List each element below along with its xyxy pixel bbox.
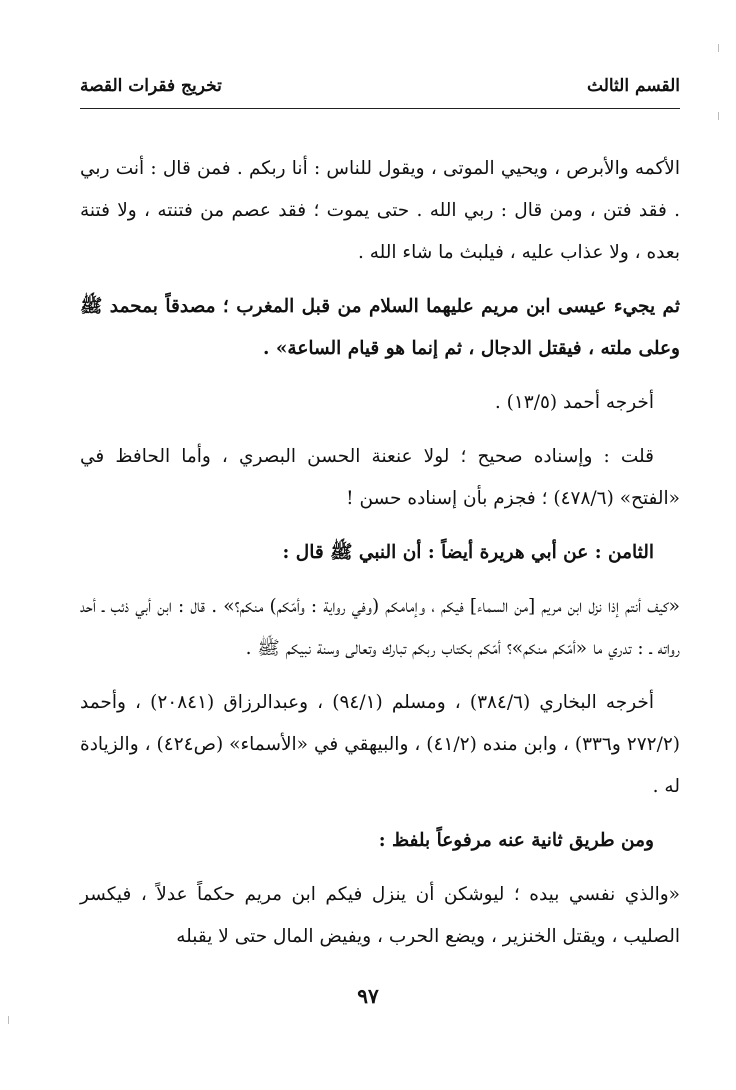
section-title: القسم الثالث: [587, 76, 680, 96]
paragraph-hadith-second: «والذي نفسي بيده ؛ ليوشكن أن ينزل فيكم ابن مريم حكماً عدلاً ، فيكسر الصليب ، ويقتل الخنزير ، ويضع الحرب ، ويفيض المال حتى لا يقبله: [80, 884, 680, 947]
scan-mark: [718, 44, 719, 52]
paragraph-hadith-quote: «كيف أنتم إذا نزل ابن مريم [من السماء] فيكم ، وإمامكم (وفي رواية : وأمّكم) منكم؟» . قال : ابن أبي ذئب ـ أحد رواته ـ : تدري ما «أمّكم منكم»؟ أمّكم بكتاب ربكم تبارك وتعالى وسنة نبيكم ﷺ .: [80, 596, 680, 659]
header-divider: [80, 108, 680, 109]
scan-mark: [718, 112, 719, 120]
running-header: [80, 76, 680, 106]
paragraph-eighth-heading: الثامن : عن أبي هريرة أيضاً : أن النبي ﷺ قال :: [282, 542, 654, 563]
paragraph-takhrij-ahmad: أخرجه أحمد (١٣/٥) .: [494, 392, 654, 413]
paragraph-hadith-end: ثم يجيء عيسى ابن مريم عليهما السلام من قبل المغرب ؛ مصدقاً بمحمد ﷺ وعلى ملته ، فيقتل الدجال ، ثم إنما هو قيام الساعة» .: [80, 296, 680, 359]
paragraph-continuation: الأكمه والأبرص ، ويحيي الموتى ، ويقول للناس : أنا ربكم . فمن قال : أنت ربي . فقد فتن ، ومن قال : ربي الله . حتى يموت ؛ فقد عصم من فتنته ، ولا فتنة بعده ، ولا عذاب عليه ، فيلبث ما شاء الله .: [80, 158, 680, 263]
scan-mark: [8, 1016, 9, 1024]
paragraph-second-route: ومن طريق ثانية عنه مرفوعاً بلفظ :: [378, 830, 654, 851]
paragraph-comment: قلت : وإسناده صحيح ؛ لولا عنعنة الحسن البصري ، وأما الحافظ في «الفتح» (٤٧٨/٦) ؛ فجزم بأن إسناده حسن !: [80, 446, 680, 509]
chapter-title: تخريج فقرات القصة: [80, 76, 222, 96]
page-body: [80, 148, 680, 958]
page-number: ٩٧: [357, 984, 379, 1008]
paragraph-takhrij-bukhari: أخرجه البخاري (٣٨٤/٦) ، ومسلم (٩٤/١) ، وعبدالرزاق (٢٠٨٤١) ، وأحمد (٢٧٢/٢ و٣٣٦) ، وابن منده (٤١/٢) ، والبيهقي في «الأسماء» (ص٤٢٤) ، والزيادة له .: [80, 692, 680, 797]
